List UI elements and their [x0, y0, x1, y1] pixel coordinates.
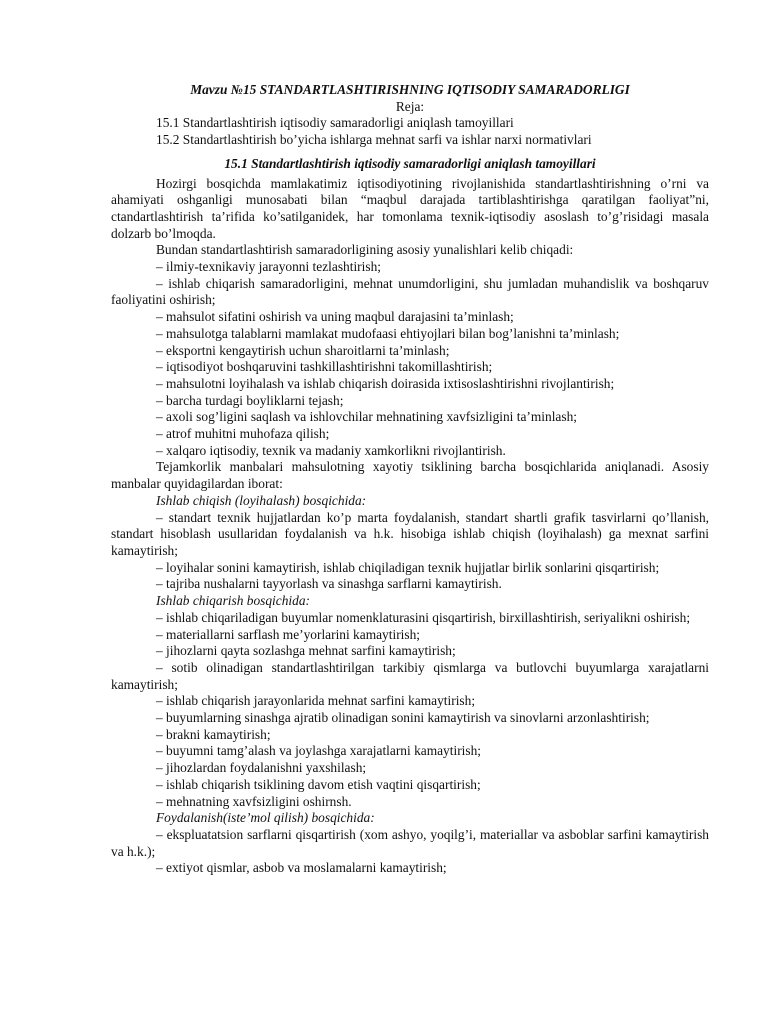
list-item: – tajriba nushalarni tayyorlash va sinashga sarflarni kamaytirish.: [156, 576, 502, 592]
list-item: – mahsulotga talablarni mamlakat mudofaasi ehtiyojlari bilan bog’lanishni ta’minlash;: [156, 325, 620, 341]
list-item: – barcha turdagi boyliklarni tejash;: [156, 392, 344, 408]
list-item: – extiyot qismlar, asbob va moslamalarni kamaytirish;: [156, 860, 447, 876]
directions-intro: Bundan standartlashtirish samaradorligining asosiy yunalishlari kelib chiqadi:: [156, 242, 574, 258]
stage-title: Foydalanish(iste’mol qilish) bosqichida:: [156, 810, 375, 826]
intro-paragraph: Hozirgi bosqichda mamlakatimiz iqtisodiyotining rivojlanishida standartlashtirishning o’rni va ahamiyati oshganligi munosabati bilan “maqbul darajada tartiblashtirishga qaratilgan faoliyat”ni, ctandartlashtirish ta’rifida ko’satilganidek, har tomonlama texnik-iqtisodiy asoslash to’g’risidagi masala dolzarb bo’lmoqda.: [111, 175, 709, 241]
plan-item: 15.2 Standartlashtirish bo’yicha ishlarga mehnat sarfi va ishlar narxi normativlari: [156, 132, 592, 148]
list-item: – xalqaro iqtisodiy, texnik va madaniy xamkorlikni rivojlantirish.: [156, 442, 506, 458]
list-item: – jihozlardan foydalanishni yaxshilash;: [156, 760, 367, 776]
list-item: – atrof muhitni muhofaza qilish;: [156, 426, 330, 442]
stage-title: Ishlab chiqish (loyihalash) bosqichida:: [156, 492, 367, 508]
list-item: – axoli sog’ligini saqlash va ishlovchilar mehnatining xavfsizligini ta’minlash;: [156, 409, 577, 425]
list-item: – jihozlarni qayta sozlashga mehnat sarfini kamaytirish;: [156, 643, 456, 659]
stage3-list: [111, 827, 709, 877]
list-item: – iqtisodiyot boshqaruvini tashkillashtirishni takomillashtirish;: [156, 359, 493, 375]
sources-intro: Tejamkorlik manbalari mahsulotning xayotiy tsiklining barcha bosqichlarida aniqlanadi. Asosiy manbalar quyidagilardan iborat:: [111, 459, 709, 492]
stage2-list: [111, 610, 709, 810]
directions-list: [111, 259, 709, 459]
list-item: – buyumlarning sinashga ajratib olinadigan sonini kamaytirish va sinovlarni arzonlashtirish;: [156, 710, 650, 726]
list-item: – brakni kamaytirish;: [156, 726, 271, 742]
stage-title: Ishlab chiqarish bosqichida:: [156, 593, 310, 609]
section-title: 15.1 Standartlashtirish iqtisodiy samaradorligi aniqlash tamoyillari: [224, 155, 596, 171]
list-item: – ishlab chiqarish jarayonlarida mehnat sarfini kamaytirish;: [156, 693, 476, 709]
list-item: – ekspluatatsion sarflarni qisqartirish (xom ashyo, yoqilg’i, materiallar va asboblar sarfini kamaytirish va h.k.);: [111, 826, 709, 859]
list-item: – ishlab chiqarish samaradorligini, mehnat unumdorligini, shu jumladan muhandislik va boshqaruv faoliyatini oshirish;: [111, 275, 709, 308]
list-item: – ishlab chiqarish tsiklining davom etish vaqtini qisqartirish;: [156, 776, 481, 792]
list-item: – loyihalar sonini kamaytirish, ishlab chiqiladigan texnik hujjatlar birlik sonlarini qisqartirish;: [156, 559, 660, 575]
list-item: – mahsulotni loyihalash va ishlab chiqarish doirasida ixtisoslashtirishni rivojlantirish;: [156, 375, 615, 391]
list-item: – materiallarni sarflash me’yorlarini kamaytirish;: [156, 626, 421, 642]
list-item: – sotib olinadigan standartlashtirilgan tarkibiy qismlarga va butlovchi buyumlarga xarajatlarni kamaytirish;: [111, 659, 709, 692]
list-item: – buyumni tamg’alash va joylashga xarajatlarni kamaytirish;: [156, 743, 482, 759]
document-page: [111, 82, 709, 877]
list-item: – mahsulot sifatini oshirish va uning maqbul darajasini ta’minlash;: [156, 309, 514, 325]
list-item: – ishlab chiqariladigan buyumlar nomenklaturasini qisqartirish, birxillashtirish, seriyalikni oshirish;: [156, 609, 691, 625]
list-item: – ilmiy-texnikaviy jarayonni tezlashtirish;: [156, 259, 381, 275]
list-item: – mehnatning xavfsizligini oshirnsh.: [156, 793, 352, 809]
document-title: Mavzu №15 STANDARTLASHTIRISHNING IQTISODIY SAMARADORLIGI: [190, 82, 630, 97]
plan-item: 15.1 Standartlashtirish iqtisodiy samaradorligi aniqlash tamoyillari: [156, 115, 514, 131]
plan-title: Reja:: [395, 98, 425, 114]
list-item: – standart texnik hujjatlardan ko’p marta foydalanish, standart shartli grafik tasvirlarni qo’llanish, standart hisoblash usullaridan foydalanish va h.k. hisobiga ishlab chiqish (loyihalash) ga mexnat sarfini kamaytirish;: [111, 509, 709, 558]
list-item: – eksportni kengaytirish uchun sharoitlarni ta’minlash;: [156, 342, 450, 358]
stage1-list: [111, 510, 709, 594]
